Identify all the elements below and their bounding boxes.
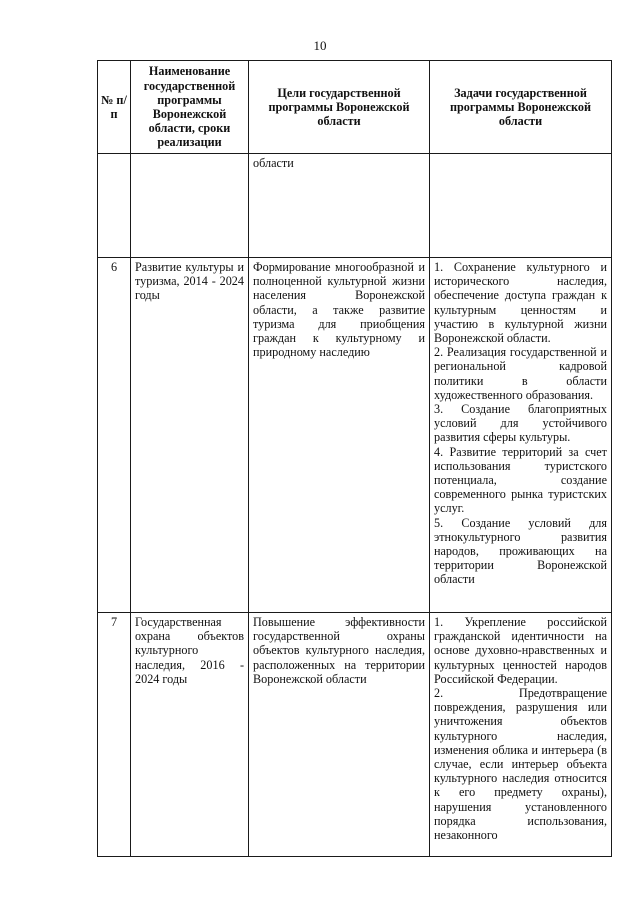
cell-number [98,154,131,258]
cell-tasks [430,258,612,613]
cell-program-name [131,154,249,258]
header-number: № п/п [98,61,131,154]
cell-tasks [430,154,612,258]
task-item: 2. Предотвращение повреждения, разрушения или уничтожения объектов культурного наследия, изменения облика и интерьера (в случае, если интерьер объекта культурного наследия относится к его предмету охраны), нарушения установленного порядка использования, незаконного [434,686,607,843]
cell-tasks [430,613,612,857]
table-row [98,613,612,857]
task-item: 2. Реализация государственной и региональной кадровой политики в области художественного образования. [434,345,607,402]
header-program-name: Наименование государственной программы Воронежской области, сроки реализации [131,61,249,154]
table-header-row [98,61,612,154]
page-number: 10 [313,38,327,53]
task-item: 4. Развитие территорий за счет использования туристского потенциала, создание современного рынка туристских услуг. [434,444,607,516]
cell-goals: Формирование многообразной и полноценной культурной жизни населения Воронежской области, а также развитие туризма для приобщения граждан к культурному и природному наследию [249,258,430,613]
cell-program-name: Развитие культуры и туризма, 2014 - 2024 годы [131,258,249,613]
header-goals: Цели государственной программы Воронежской области [249,61,430,154]
cell-number: 6 [98,258,131,613]
task-item: 3. Создание благоприятных условий для устойчивого развития сферы культуры. [434,402,607,445]
table-row [98,258,612,613]
cell-goals: области [249,154,430,258]
task-item: 1. Укрепление российской гражданской идентичности на основе духовно-нравственных и культурных ценностей народов Российской Федерации. [434,615,607,686]
task-item: 1. Сохранение культурного и исторического наследия, обеспечение доступа граждан к культурным ценностям и участию в культурной жизни Воронежской области. [434,260,607,346]
table-row-continuation [98,154,612,258]
cell-program-name: Государственная охрана объектов культурного наследия, 2016 - 2024 годы [131,613,249,857]
cell-number: 7 [98,613,131,857]
cell-goals: Повышение эффективности государственной охраны объектов культурного наследия, расположенных на территории Воронежской области [249,613,430,857]
programs-table [97,60,612,857]
header-tasks: Задачи государственной программы Воронежской области [430,61,612,154]
task-item: 5. Создание условий для этнокультурного развития народов, проживающих на территории Воронежской области [434,515,607,587]
